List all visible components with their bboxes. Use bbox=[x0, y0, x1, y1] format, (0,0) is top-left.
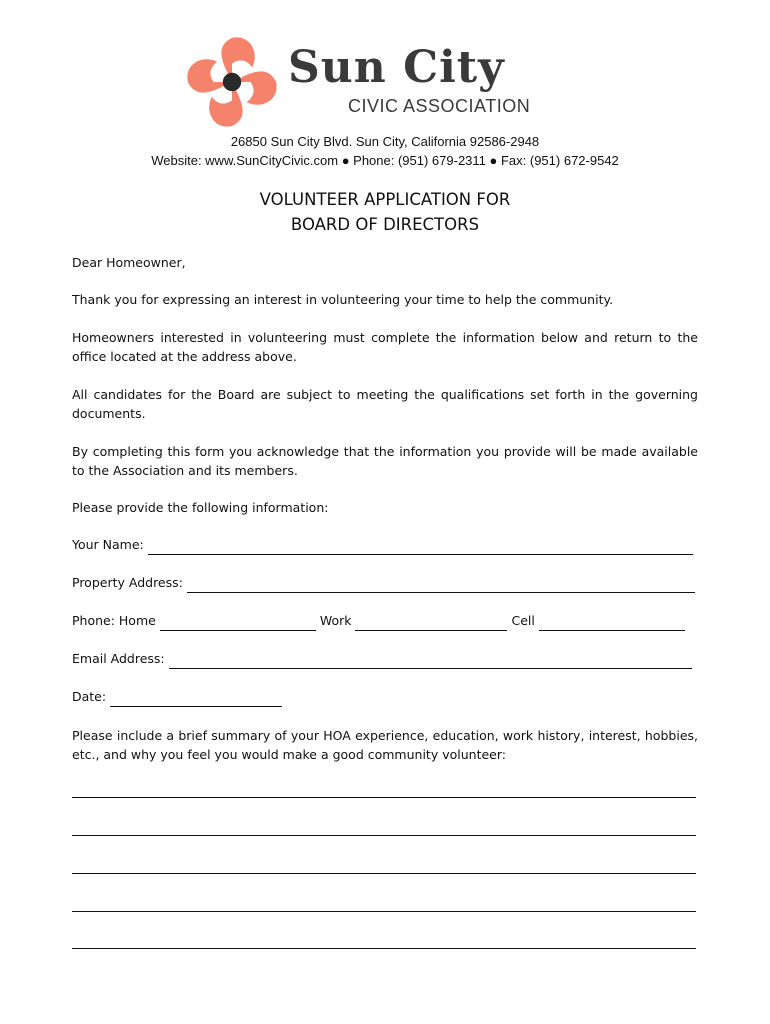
date-label: Date: bbox=[72, 689, 107, 704]
title-line-2: BOARD OF DIRECTORS bbox=[290, 215, 480, 234]
phone-home-input-line[interactable] bbox=[160, 616, 316, 631]
logo bbox=[178, 32, 598, 124]
date-input-line[interactable] bbox=[110, 692, 282, 707]
title-line-1: VOLUNTEER APPLICATION FOR bbox=[259, 190, 511, 209]
summary-line[interactable] bbox=[72, 948, 696, 949]
paragraph-thanks: Thank you for expressing an interest in volunteering your time to help the community. bbox=[72, 292, 614, 307]
paragraph-acknowledge: By completing this form you acknowledge that the information you provide will be made available to the Association and its members. bbox=[72, 444, 698, 478]
logo-name: Sun City bbox=[288, 42, 505, 93]
email-label: Email Address: bbox=[72, 651, 165, 666]
email-input-line[interactable] bbox=[169, 654, 692, 669]
property-field-row bbox=[72, 573, 699, 593]
phone-work-label: Work bbox=[319, 613, 352, 628]
name-input-line[interactable] bbox=[148, 540, 693, 555]
sun-swirl-icon bbox=[186, 36, 278, 128]
summary-line[interactable] bbox=[72, 797, 696, 798]
summary-prompt: Please include a brief summary of your HOA experience, education, work history, interest, hobbies, etc., and why you feel you would make a good community volunteer: bbox=[72, 728, 698, 762]
phone-cell-input-line[interactable] bbox=[539, 616, 685, 631]
paragraph-qualifications: All candidates for the Board are subject to meeting the qualifications set forth in the governing documents. bbox=[72, 387, 698, 421]
phone-work-input-line[interactable] bbox=[355, 616, 507, 631]
email-field-row bbox=[72, 649, 696, 669]
property-input-line[interactable] bbox=[187, 578, 695, 593]
contact-line: Website: www.SunCityCivic.com ● Phone: (951) 679-2311 ● Fax: (951) 672-9542 bbox=[151, 153, 619, 168]
paragraph-provide: Please provide the following information: bbox=[72, 500, 329, 515]
phone-field-row bbox=[72, 611, 689, 631]
document-title bbox=[0, 187, 770, 237]
summary-line[interactable] bbox=[72, 835, 696, 836]
name-field-row bbox=[72, 535, 697, 555]
paragraph-instructions: Homeowners interested in volunteering must complete the information below and return to the office located at the address above. bbox=[72, 330, 698, 364]
phone-cell-label: Cell bbox=[511, 613, 535, 628]
name-label: Your Name: bbox=[72, 537, 144, 552]
property-label: Property Address: bbox=[72, 575, 183, 590]
summary-line[interactable] bbox=[72, 873, 696, 874]
phone-home-label: Phone: Home bbox=[72, 613, 156, 628]
greeting: Dear Homeowner, bbox=[72, 255, 186, 270]
date-field-row bbox=[72, 687, 286, 707]
logo-subtitle: CIVIC ASSOCIATION bbox=[348, 96, 531, 116]
summary-line[interactable] bbox=[72, 911, 696, 912]
address-line: 26850 Sun City Blvd. Sun City, California 92586-2948 bbox=[230, 134, 540, 149]
